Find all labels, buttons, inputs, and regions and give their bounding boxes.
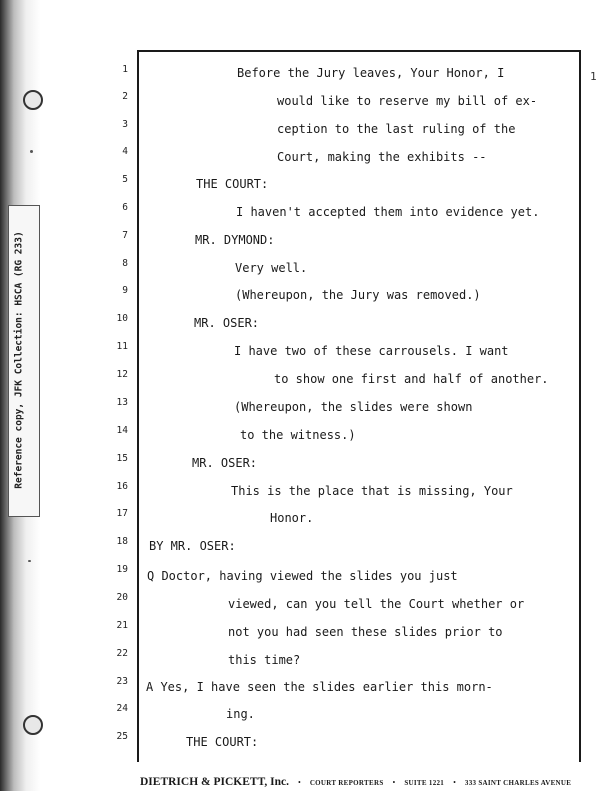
footer-separator: •	[453, 778, 456, 787]
line-number: 14	[116, 425, 128, 436]
transcript-line: (Whereupon, the slides were shown	[234, 400, 473, 414]
line-number: 6	[122, 202, 128, 213]
transcript-line: A Yes, I have seen the slides earlier this morn-	[146, 680, 493, 694]
footer-separator: •	[392, 778, 396, 787]
transcript-line: Honor.	[270, 511, 314, 525]
suite-label: SUITE 1221	[404, 779, 445, 787]
punch-hole-top	[23, 90, 43, 110]
transcript-line: Q Doctor, having viewed the slides you just	[147, 569, 458, 583]
transcript-line: I have two of these carrousels. I want	[234, 344, 509, 358]
scan-speck	[28, 560, 31, 562]
line-number: 11	[116, 341, 128, 352]
transcript-line: Before the Jury leaves, Your Honor, I	[237, 66, 505, 80]
punch-hole-bottom	[23, 715, 43, 735]
footer-separator: •	[298, 778, 301, 787]
line-number: 2	[122, 91, 128, 102]
transcript-line: I haven't accepted them into evidence yet.	[236, 205, 540, 219]
scan-speck	[30, 150, 33, 153]
line-number: 18	[116, 536, 128, 547]
line-number: 4	[122, 146, 128, 157]
page-number: 1	[590, 70, 597, 83]
transcript-line: this time?	[228, 653, 301, 667]
transcript-line: Court, making the exhibits --	[277, 150, 487, 164]
line-number: 9	[122, 285, 128, 296]
line-number: 3	[122, 119, 128, 130]
line-number: 15	[116, 453, 128, 464]
reference-stamp-text: Reference copy, JFK Collection: HSCA (RG 233)	[13, 231, 25, 489]
transcript-line: THE COURT:	[186, 735, 259, 749]
transcript-line: viewed, can you tell the Court whether or	[228, 597, 525, 611]
transcript-line: not you had seen these slides prior to	[228, 625, 503, 639]
transcript-line: would like to reserve my bill of ex-	[277, 94, 538, 108]
line-number: 1	[122, 64, 128, 75]
line-number: 7	[122, 230, 128, 241]
transcript-line: MR. OSER:	[192, 456, 258, 470]
line-number: 19	[116, 564, 128, 575]
line-number: 12	[116, 369, 128, 380]
line-number: 20	[116, 592, 128, 603]
page-footer	[140, 772, 580, 790]
transcript-line: MR. OSER:	[194, 316, 260, 330]
transcript-line: ception to the last ruling of the	[277, 122, 516, 136]
line-number: 21	[116, 620, 128, 631]
firm-name: DIETRICH & PICKETT, Inc.	[140, 776, 289, 788]
transcript-line: ing.	[226, 707, 255, 721]
line-number: 23	[116, 676, 128, 687]
transcript-line: MR. DYMOND:	[195, 233, 275, 247]
line-number: 16	[116, 481, 128, 492]
transcript-line: BY MR. OSER:	[149, 539, 236, 553]
line-number: 13	[116, 397, 128, 408]
line-number: 25	[116, 731, 128, 742]
transcript-line: to the witness.)	[240, 428, 356, 442]
transcript-line: THE COURT:	[196, 177, 269, 191]
transcript-line: (Whereupon, the Jury was removed.)	[235, 288, 481, 302]
line-number: 5	[122, 174, 128, 185]
court-reporters-label: COURT REPORTERS	[309, 779, 384, 787]
transcript-line: This is the place that is missing, Your	[231, 484, 513, 498]
line-number: 10	[116, 313, 128, 324]
transcript-line: Very well.	[235, 261, 308, 275]
line-number: 17	[116, 508, 128, 519]
address-label: 333 SAINT CHARLES AVENUE	[464, 779, 572, 787]
line-number: 8	[122, 258, 128, 269]
transcript-line: to show one first and half of another.	[274, 372, 549, 386]
line-number: 24	[116, 703, 128, 714]
line-number: 22	[116, 648, 128, 659]
